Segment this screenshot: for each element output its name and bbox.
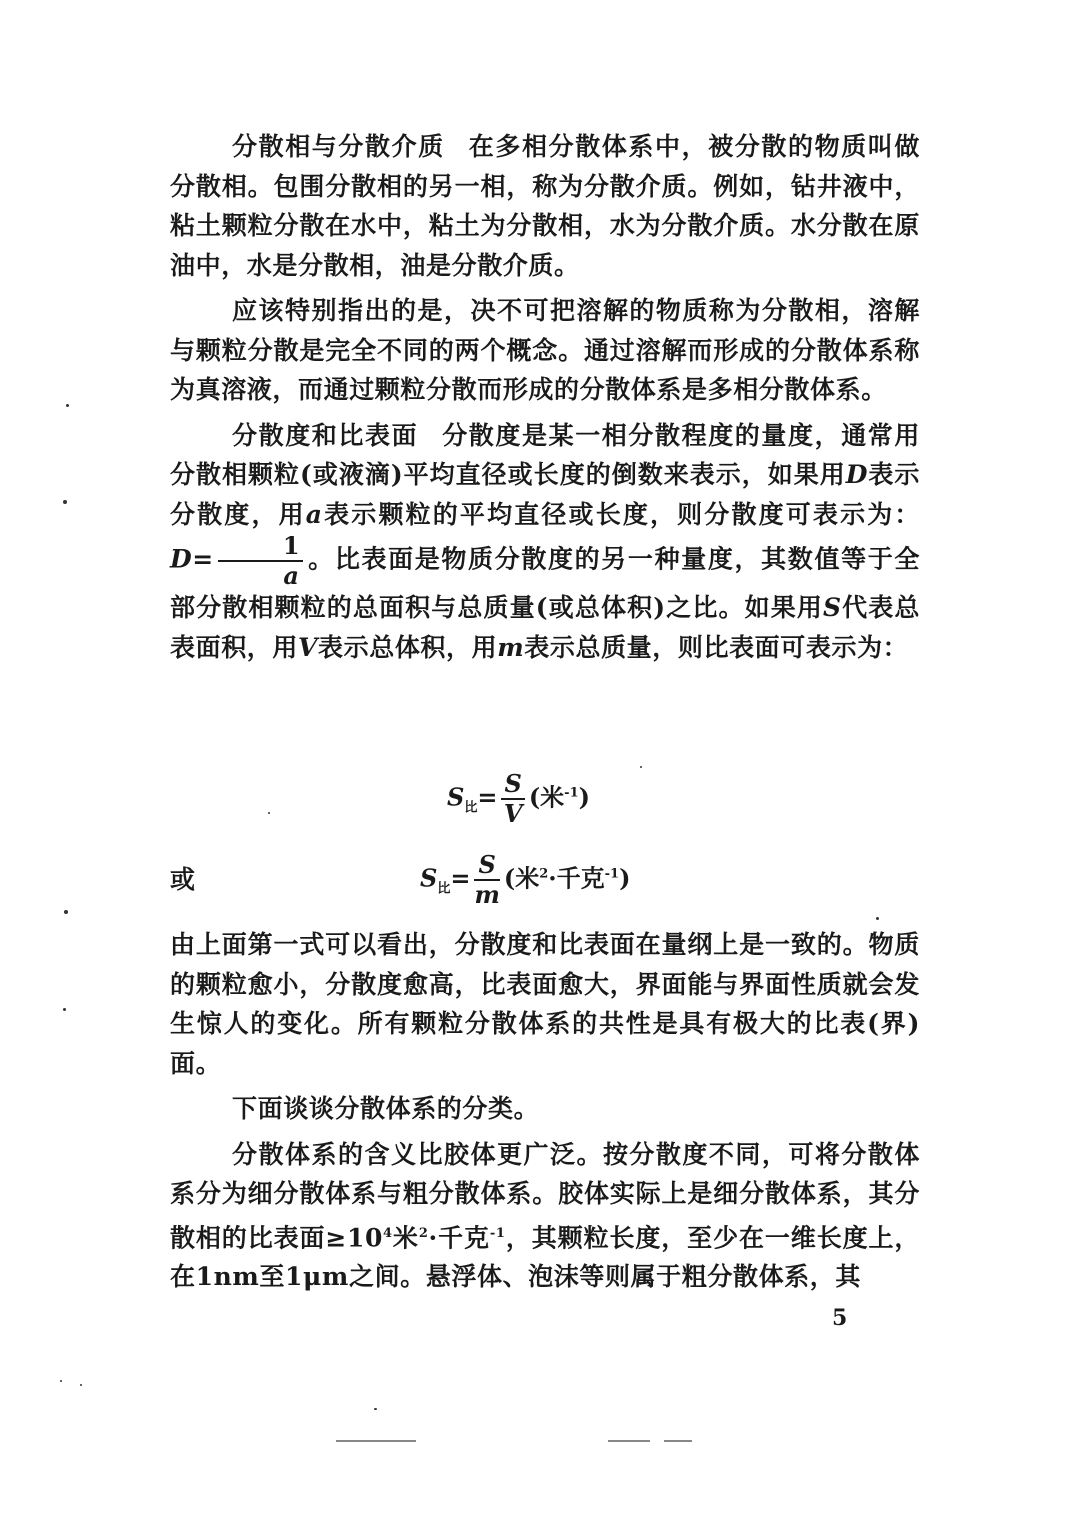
fraction-numerator: S	[501, 772, 524, 800]
formula-fraction	[501, 769, 524, 828]
paragraph-text: 由上面第一式可以看出，分散度和比表面在量纲上是一致的。物质的颗粒愈小，分散度愈高，比表面愈大，界面能与界面性质就会发生惊人的变化。所有颗粒分散体系的共性是具有极大的比表(界)面。	[170, 930, 920, 1078]
fraction-numerator: S	[474, 853, 499, 881]
formula-unit: (米	[503, 863, 540, 893]
formula-equals: =	[477, 782, 498, 812]
formula-fraction	[474, 850, 500, 909]
paragraph-text: 表示总质量，则比表面可表示为：	[524, 632, 909, 662]
exponent: 4	[382, 1225, 393, 1241]
paragraph-text: 下面谈谈分散体系的分类。	[232, 1094, 540, 1123]
formula-symbol: S	[420, 863, 438, 893]
paragraph-text: 表示总体积，用	[318, 632, 498, 662]
scan-speck	[374, 1408, 377, 1410]
formula-specific-surface-volume	[447, 769, 590, 828]
paragraph-text: 表示颗粒的平均直径或长度，则分散度可表示为：	[322, 499, 920, 529]
or-label: 或	[170, 865, 196, 894]
paragraph-dispersed-phase	[170, 127, 920, 285]
page-number: 5	[832, 1305, 848, 1331]
formula-unit: (米	[528, 782, 565, 812]
formula-subscript: 比	[437, 881, 451, 897]
paragraph-dispersity	[170, 416, 920, 668]
scan-dash	[608, 1440, 650, 1442]
scan-speck	[63, 1008, 66, 1011]
fraction-denominator: a	[283, 561, 300, 590]
body-text-top	[170, 127, 920, 673]
formula-unit-exponent: -1	[564, 785, 579, 801]
paragraph-conclusion	[170, 925, 920, 1083]
scan-speck	[876, 917, 879, 920]
paragraph-text: 表示分散度，用	[170, 460, 921, 529]
paragraph-text: ，其颗粒长度，至少在一维长度上，在1nm至1μm之间。悬浮体、泡沫等则属于粗分散体系，其	[170, 1222, 920, 1292]
scan-speck	[63, 500, 67, 504]
fraction-denominator: V	[503, 799, 523, 828]
scan-speck	[60, 1380, 62, 1382]
paragraph-text: 米	[392, 1222, 419, 1252]
formula-subscript: 比	[464, 800, 478, 816]
variable-a: a	[305, 499, 323, 529]
formula-equals: =	[450, 863, 471, 893]
scan-speck	[66, 404, 69, 407]
scan-dash	[664, 1440, 692, 1442]
scan-speck	[640, 766, 642, 768]
formula-symbol: S	[447, 782, 465, 812]
paragraph-text: 。比表面是物质分散度的另一种量度，其数值等于全部分散相颗粒的总面积与总质量(或总体积)之比。如果用	[170, 544, 920, 622]
paragraph-text: 应该特别指出的是，决不可把溶解的物质称为分散相，溶解与颗粒分散是完全不同的两个概念。通过溶解而形成的分散体系称为真溶液，而通过颗粒分散而形成的分散体系是多相分散体系。	[170, 296, 920, 404]
paragraph-text: 分散体系的含义比胶体更广泛。按分散度不同，可将分散体系分为细分散体系与粗分散体系。胶体实际上是细分散体系，其分散相的比表面≥10	[170, 1139, 920, 1252]
formula-unit-close: )	[619, 863, 631, 893]
variable-S: S	[822, 593, 842, 622]
section-heading-dispersity: 分散度和比表面	[232, 420, 419, 450]
variable-D: D	[845, 460, 868, 489]
scan-speck	[80, 1384, 82, 1386]
formula-unit-middle: ·千克	[548, 863, 605, 893]
body-text-bottom	[170, 925, 920, 1303]
formula-unit-exponent: 2	[539, 866, 549, 882]
formula-specific-surface-mass	[420, 850, 631, 909]
paragraph-classification-intro	[170, 1089, 920, 1129]
formula-unit-exponent: -1	[604, 866, 620, 882]
paragraph-dissolution-note	[170, 291, 920, 410]
fraction-denominator: m	[474, 880, 500, 909]
paragraph-text: 在多相分散体系中，被分散的物质叫做分散相。包围分散相的另一相，称为分散介质。例如，钻井液中，粘土颗粒分散在水中，粘土为分散相，水为分散介质。水分散在原油中，水是分散相，油是分散介质。	[170, 132, 920, 280]
exponent: 2	[418, 1225, 429, 1241]
fraction-numerator: 1	[218, 534, 303, 562]
variable-V: V	[298, 632, 319, 662]
paragraph-text: 代表总表面积，用	[170, 593, 920, 662]
section-heading-dispersed-phase: 分散相与分散介质	[232, 132, 445, 161]
paragraph-text: ·千克	[428, 1222, 490, 1252]
formula-unit-close: )	[578, 782, 590, 812]
scan-dash	[336, 1440, 416, 1442]
inline-fraction	[218, 531, 303, 590]
paragraph-text: 分散度是某一相分散程度的量度，通常用分散相颗粒(或液滴)平均直径或长度的倒数来表示，如果用	[170, 420, 920, 489]
scan-speck	[268, 812, 270, 814]
inline-equation-lhs: D=	[170, 544, 214, 574]
scan-speck	[64, 910, 68, 914]
variable-m: m	[497, 632, 525, 662]
paragraph-classification	[170, 1135, 920, 1297]
exponent: -1	[489, 1225, 506, 1241]
